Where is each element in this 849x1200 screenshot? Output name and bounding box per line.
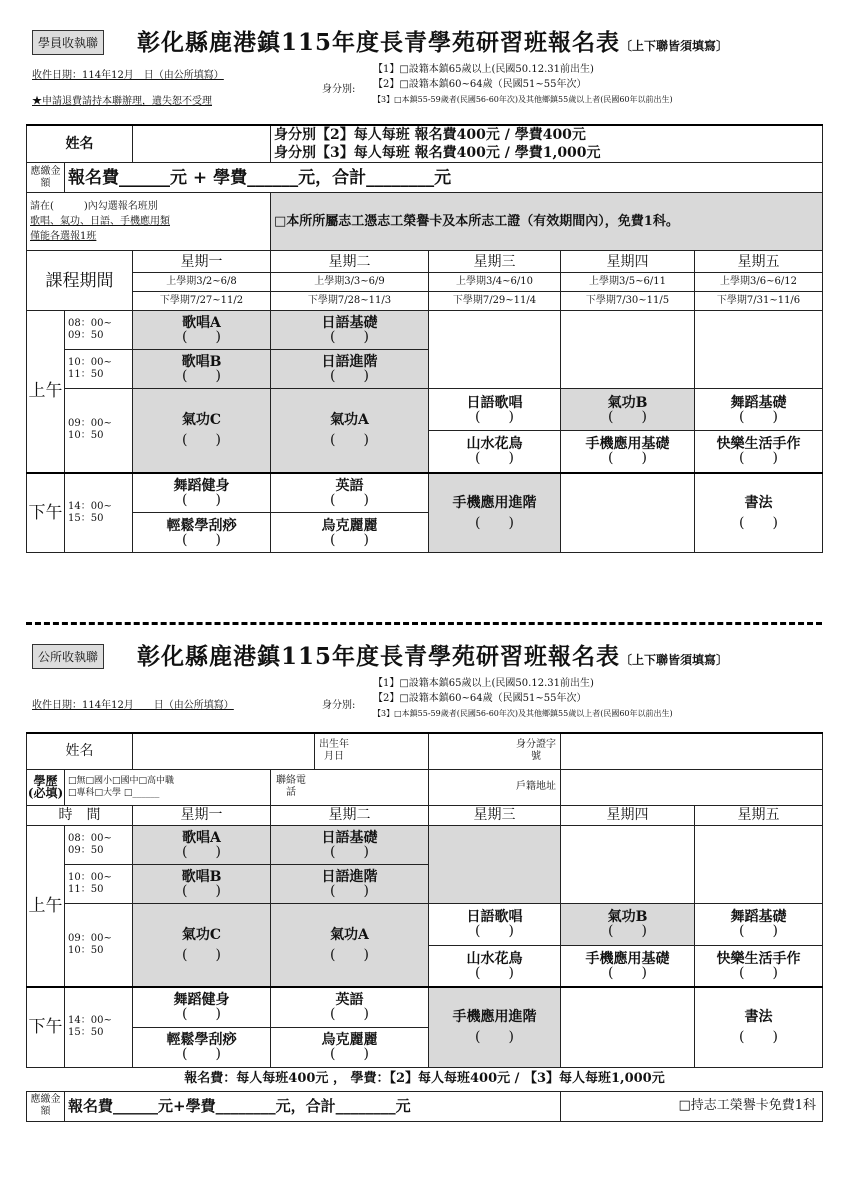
student-copy [26,24,822,553]
day-wed: 星期三 [429,251,561,273]
period-label: 課程期間 [27,251,133,311]
sem2-fri: 下學期7/31~11/6 [695,292,823,311]
fee-summary: 報名費：每人每班400元 ， 學費：【2】每人每班400元 / 【3】每人每班1,000元 [27,1067,823,1091]
empty-thu-pm [561,473,695,553]
empty-thu-am [561,311,695,389]
class-qigong-c[interactable]: 氣功C ( ) [133,389,271,473]
class-ukulele[interactable]: 烏克麗麗 ( ) [271,513,429,553]
identity-option-1[interactable]: 【1】□設籍本鎮65歲以上(民國50.12.31前出生) [373,678,594,689]
office-form-table [26,732,823,1122]
pm-label: 下午 [27,473,65,553]
name-field[interactable] [133,125,271,163]
class-calligraphy[interactable]: 書法 ( ) [695,987,823,1067]
class-dance-fitness[interactable]: 舞蹈健身 ( ) [133,987,271,1027]
identity-option-2[interactable]: 【2】□設籍本鎮60~64歲（民國51~55年次） [373,79,587,90]
student-form-table [26,124,823,553]
slot-1: 08：00~ 09：50 [65,311,133,350]
day-mon: 星期一 [133,251,271,273]
day-thu: 星期四 [561,805,695,825]
due-label: 應繳金額 [27,1091,65,1121]
empty-wed-am [429,311,561,389]
day-thu: 星期四 [561,251,695,273]
identity-options [373,62,673,107]
class-qigong-b[interactable]: 氣功B ( ) [561,903,695,945]
class-japanese-basic[interactable]: 日語基礎 ( ) [271,825,429,864]
slot-3: 09：00~ 10：50 [65,903,133,987]
idno-label: 身分證字號 [429,733,561,769]
class-mobile-basic[interactable]: 手機應用基礎 ( ) [561,945,695,987]
class-dance-fitness[interactable]: 舞蹈健身 ( ) [133,473,271,513]
pm-label: 下午 [27,987,65,1067]
identity-options [373,676,673,721]
due-amount[interactable]: 報名費______元 + 學費______元，合計________元 [65,163,823,193]
name-label: 姓名 [27,125,133,163]
idno-field[interactable] [561,733,823,769]
cut-line [26,622,822,625]
due-amount[interactable]: 報名費______元+學費________元，合計________元 [65,1091,561,1121]
class-singing-b[interactable]: 歌唱B ( ) [133,350,271,389]
receipt-date: 收件日期：114年12月 日（由公所填寫） [32,700,234,711]
copy-tag: 公所收執聯 [32,644,104,669]
birth-label: 出生年月日 [315,733,429,769]
receipt-date: 收件日期：114年12月 日（由公所填寫） [32,70,224,81]
identity-label: 身分別: [322,84,356,95]
class-qigong-b[interactable]: 氣功B ( ) [561,389,695,431]
slot-4: 14：00~ 15：50 [65,987,133,1067]
slot-2: 10：00~ 11：50 [65,350,133,389]
class-mobile-advanced[interactable]: 手機應用進階 ( ) [429,987,561,1067]
empty-wed-am [429,825,561,903]
phone-label: 聯絡電話 [271,769,429,805]
form-title: 彰化縣鹿港鎮115年度長青學苑研習班報名表〔上下聯皆須填寫〕 [137,29,729,56]
am-label: 上午 [27,825,65,987]
class-dance-basic[interactable]: 舞蹈基礎 ( ) [695,903,823,945]
refund-warning: ★申請退費請持本聯辦理，遺失恕不受理 [32,96,212,107]
day-tue: 星期二 [271,251,429,273]
sem2-mon: 下學期7/27~11/2 [133,292,271,311]
class-singing-b[interactable]: 歌唱B ( ) [133,864,271,903]
class-calligraphy[interactable]: 書法 ( ) [695,473,823,553]
form-title: 彰化縣鹿港鎮115年度長青學苑研習班報名表〔上下聯皆須填寫〕 [137,643,729,670]
day-fri: 星期五 [695,805,823,825]
am-label: 上午 [27,311,65,473]
class-japanese-song[interactable]: 日語歌唱 ( ) [429,389,561,431]
class-qigong-a[interactable]: 氣功A ( ) [271,903,429,987]
empty-thu-am [561,825,695,903]
day-tue: 星期二 [271,805,429,825]
edu-label: 學歷(必填) [27,769,65,805]
class-landscape[interactable]: 山水花鳥 ( ) [429,945,561,987]
identity-option-1[interactable]: 【1】□設籍本鎮65歲以上(民國50.12.31前出生) [373,64,594,75]
class-handcraft[interactable]: 快樂生活手作 ( ) [695,945,823,987]
identity-option-3[interactable]: 【3】□本鎮55-59歲者(民國56-60年次)及其他鄉鎮55歲以上者(民國60年以前出生) [373,95,673,104]
day-wed: 星期三 [429,805,561,825]
identity-label: 身分別: [322,700,356,711]
class-japanese-advanced[interactable]: 日語進階 ( ) [271,350,429,389]
identity-option-3[interactable]: 【3】□本鎮55-59歲者(民國56-60年次)及其他鄉鎮55歲以上者(民國60年以前出生) [373,709,673,718]
day-fri: 星期五 [695,251,823,273]
name-field[interactable] [133,733,315,769]
volunteer-box[interactable]: □持志工榮譽卡免費1科 [561,1091,823,1121]
empty-thu-pm [561,987,695,1067]
class-guasha[interactable]: 輕鬆學刮痧 ( ) [133,1027,271,1067]
empty-fri-am [695,311,823,389]
sem2-thu: 下學期7/30~11/5 [561,292,695,311]
office-copy [26,638,822,1122]
volunteer-note[interactable]: □本所所屬志工憑志工榮譽卡及本所志工證（有效期間內），免費1科。 [271,193,823,251]
due-label: 應繳金額 [27,163,65,193]
class-dance-basic[interactable]: 舞蹈基礎 ( ) [695,389,823,431]
class-japanese-advanced[interactable]: 日語進階 ( ) [271,864,429,903]
class-qigong-c[interactable]: 氣功C ( ) [133,903,271,987]
addr-label: 戶籍地址 [429,769,561,805]
class-handcraft[interactable]: 快樂生活手作 ( ) [695,431,823,473]
class-mobile-basic[interactable]: 手機應用基礎 ( ) [561,431,695,473]
class-landscape[interactable]: 山水花鳥 ( ) [429,431,561,473]
addr-field[interactable] [561,769,823,805]
class-japanese-song[interactable]: 日語歌唱 ( ) [429,903,561,945]
slot-2: 10：00~ 11：50 [65,864,133,903]
empty-fri-am [695,825,823,903]
sem1-fri: 上學期3/6~6/12 [695,273,823,292]
sem2-wed: 下學期7/29~11/4 [429,292,561,311]
sem1-mon: 上學期3/2~6/8 [133,273,271,292]
day-mon: 星期一 [133,805,271,825]
class-japanese-basic[interactable]: 日語基礎 ( ) [271,311,429,350]
edu-options[interactable]: □無□國小□國中□高中職 □專科□大學 □______ [65,769,271,805]
fee-info: 身分別【2】每人每班 報名費400元 / 學費400元 身分別【3】每人每班 報名費400元 / 學費1,000元 [271,125,823,163]
slot-3: 09：00~ 10：50 [65,389,133,473]
class-english[interactable]: 英語 ( ) [271,473,429,513]
class-english[interactable]: 英語 ( ) [271,987,429,1027]
time-label: 時 間 [27,805,133,825]
sem1-thu: 上學期3/5~6/11 [561,273,695,292]
sem1-wed: 上學期3/4~6/10 [429,273,561,292]
class-singing-a[interactable]: 歌唱A ( ) [133,825,271,864]
sem2-tue: 下學期7/28~11/3 [271,292,429,311]
class-singing-a[interactable]: 歌唱A ( ) [133,311,271,350]
name-label: 姓名 [27,733,133,769]
class-qigong-a[interactable]: 氣功A ( ) [271,389,429,473]
slot-1: 08：00~ 09：50 [65,825,133,864]
slot-4: 14：00~ 15：50 [65,473,133,553]
class-guasha[interactable]: 輕鬆學刮痧 ( ) [133,513,271,553]
class-ukulele[interactable]: 烏克麗麗 ( ) [271,1027,429,1067]
choose-instructions: 請在( )內勾選報名班別 歌唱、氣功、日語、手機應用類 僅能各選報1班 [27,193,271,251]
class-mobile-advanced[interactable]: 手機應用進階 ( ) [429,473,561,553]
identity-option-2[interactable]: 【2】□設籍本鎮60~64歲（民國51~55年次） [373,693,587,704]
copy-tag: 學員收執聯 [32,30,104,55]
sem1-tue: 上學期3/3~6/9 [271,273,429,292]
